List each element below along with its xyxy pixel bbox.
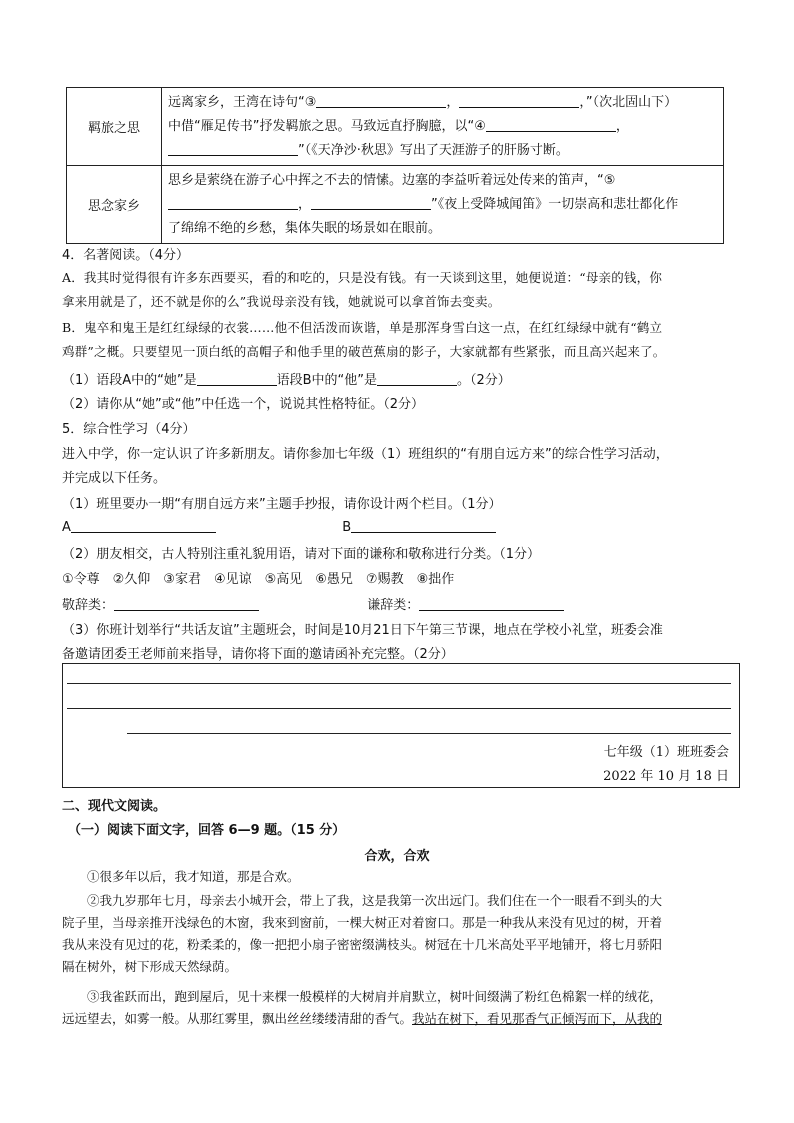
honor-label: 敬辞类： [62,598,115,613]
text-fragment: 思乡是萦绕在游子心中挥之不去的情愫。边塞的李益听着远处传来的笛声，“⑤ [168,173,616,188]
text-fragment: ”（《天净沙·秋思》写出了天涯游子的肝肠寸断。 [298,143,569,158]
text-fragment: 语段B中的“他”是 [276,373,378,388]
answer-blank[interactable] [351,518,496,533]
invitation-box [62,663,740,788]
paragraph-1: ①很多年以后，我才知道，那是合欢。 [87,869,300,884]
text-fragment: ， [446,95,460,110]
paragraph-line: 我从来没有见过的花，粉柔柔的，像一把把小扇子密密缀满枝头。树冠在十几米高处平平地铺开，将七月骄阳 [62,937,663,952]
row-content-homesick [162,166,724,244]
text-fragment: 远离家乡，王湾在诗句“③ [168,95,317,110]
section2-heading: 二、现代文阅读。 [62,799,167,814]
answer-blank[interactable] [316,93,446,108]
table-row [67,166,724,244]
row-label-homesick: 思念家乡 [67,166,162,244]
text-fragment: 。（2分） [457,373,511,388]
q5-sub1: （1）班里要办一期“有朋自远方来”主题手抄报，请你设计两个栏目。（1分） [62,497,502,512]
writing-line[interactable] [67,708,731,709]
text-fragment: 了绵绵不绝的乡愁，集体失眠的场景如在眼前。 [168,221,442,236]
q5-intro1: 进入中学，你一定认识了许多新朋友。请你参加七年级（1）班组织的“有朋自远方来”的综合性学习活动， [62,447,669,462]
poetry-table [66,87,724,244]
q4-a-line1: A．我其时觉得很有许多东西要买，看的和吃的，只是没有钱。有一天谈到这里，她便说道：“母亲的钱，你 [62,270,663,285]
q5-classify [62,594,564,613]
answer-blank[interactable] [71,518,216,533]
text-fragment: ，”（次北固山下） [579,95,678,110]
q5-sub2: （2）朋友相交，古人特别注重礼貌用语，请对下面的谦称和敬称进行分类。（1分） [62,547,541,562]
article-title: 合欢，合欢 [364,849,430,864]
text-fragment: 远远望去，如雾一般。从那红雾里，飘出丝丝缕缕清甜的香气。 [62,1011,413,1026]
paragraph-line: ③我雀跃而出，跑到屋后，见十来棵一般模样的大树肩并肩默立，树叶间缀满了粉红色棉絮一样的绒花， [87,989,663,1004]
answer-blank[interactable] [168,195,298,210]
q5-sub3-line2: 备邀请团委王老师前来指导，请你将下面的邀请函补充完整。（2分） [62,647,454,662]
q4-a-line2: 拿来用就是了，还不就是你的么”我说母亲没有钱，她就说可以拿首饰去变卖。 [62,294,501,309]
writing-line[interactable] [127,733,731,734]
paragraph-line: ②我九岁那年七月，母亲去小城开会，带上了我，这是我第一次出远门。我们住在一个一眼看不到头的大 [87,893,663,908]
option-b-label: B [342,520,352,535]
q4-b-line1: B．鬼卒和鬼王是红红绿绿的衣裳……他不但活泼而诙谐，单是那浑身雪白这一点，在红红绿绿中就有“鹤立 [62,320,663,335]
answer-blank[interactable] [377,371,457,386]
q5-options [62,518,496,535]
q4-title: 4．名著阅读。（4分） [62,248,190,263]
q5-intro2: 并完成以下任务。 [62,471,167,486]
humble-label: 谦辞类： [367,598,420,613]
invitation-date: 2022 年 10 月 18 日 [603,769,729,784]
section2-part1: （一）阅读下面文字，回答 6—9 题。（15 分） [68,823,346,838]
answer-blank[interactable] [197,371,277,386]
answer-blank[interactable] [459,93,579,108]
underlined-sentence: 我站在树下，看见那香气正倾泻而下，从我的 [412,1011,663,1026]
paragraph-line [62,1008,730,1030]
paragraph-2 [62,890,730,978]
answer-blank[interactable] [168,141,298,156]
answer-blank[interactable] [486,117,616,132]
text-fragment: ， [298,197,312,212]
writing-line[interactable] [67,683,731,684]
row-label-travel: 羁旅之思 [67,88,162,166]
q4-sub1 [62,369,511,388]
text-fragment: ， [615,119,629,134]
q5-terms: ①令尊 ②久仰 ③家君 ④见谅 ⑤高见 ⑥愚兄 ⑦赐教 ⑧拙作 [62,572,455,587]
table-row [67,88,724,166]
option-a-label: A [62,520,71,535]
paragraph-line: 院子里，当母亲推开浅绿色的木窗，我來到窗前，一棵大树正对着窗口。那是一种我从来没有见过的树，开着 [62,915,663,930]
q4-b-line2: 鸡群”之概。只要望见一顶白纸的高帽子和他手里的破芭蕉扇的影子，大家就都有些紧张，而且高兴起来了。 [62,344,666,359]
answer-blank[interactable] [419,596,564,611]
text-fragment: （1）语段A中的“她”是 [62,373,197,388]
answer-blank[interactable] [114,596,259,611]
q5-title: 5．综合性学习（4分） [62,422,196,437]
text-fragment: 中借“雁足传书”抒发羁旅之思。马致远直抒胸臆，以“④ [168,119,486,134]
invitation-signer: 七年级（1）班班委会 [603,745,729,760]
paragraph-3 [62,986,730,1030]
text-fragment: ”《夜上受降城闻笛》一切崇高和悲壮都化作 [431,197,679,212]
answer-blank[interactable] [311,195,431,210]
q4-sub2: （2）请你从“她”或“他”中任选一个，说说其性格特征。（2分） [62,397,424,412]
q5-sub3-line1: （3）你班计划举行“共话友谊”主题班会，时间是10月21日下午第三节课，地点在学校小礼堂，班委会准 [62,623,663,638]
paragraph-line: 隔在树外，树下形成天然绿荫。 [62,959,238,974]
row-content-travel [162,88,724,166]
